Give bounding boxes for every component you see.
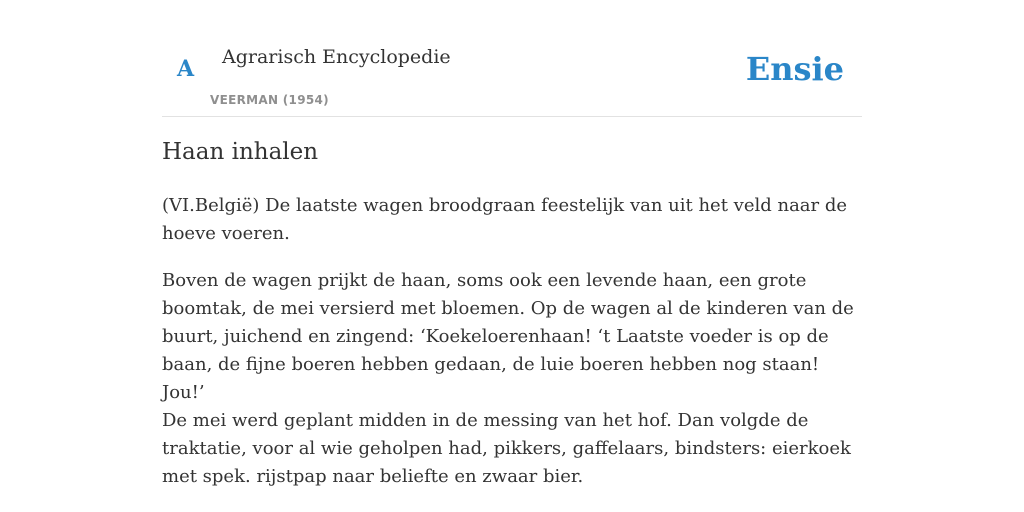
entry-paragraph: (VI.België) De laatste wagen broodgraan feestelijk van uit het veld naar de hoeve voeren. bbox=[162, 195, 848, 244]
encyclopedia-meta: VEERMAN (1954) bbox=[210, 93, 329, 107]
encyclopedia-letter: A bbox=[177, 56, 195, 82]
ensie-logo-link[interactable]: Ensie bbox=[745, 50, 844, 88]
entry-paragraph: De mei werd geplant midden in de messing van het hof. Dan volgde de traktatie, voor al wie geholpen had, pikkers, gaffelaars, bindsters: eierkoek met spek. rijstpap naar beliefte en zwaar bier. bbox=[162, 410, 851, 487]
entry-paragraph: Boven de wagen prijkt de haan, soms ook een levende haan, een grote boomtak, de mei versierd met bloemen. Op de wagen al de kinderen van de buurt, juichend en zingend: ‘Koekeloerenhaan! ‘t Laatste voeder is op de baan, de fijne boeren hebben gedaan, de luie boeren hebben nog staan! Jou!’ bbox=[162, 270, 854, 403]
entry-title: Haan inhalen bbox=[162, 139, 319, 165]
encyclopedia-title-link[interactable]: Agrarisch Encyclopedie bbox=[222, 46, 451, 68]
encyclopedia-header bbox=[162, 36, 862, 117]
